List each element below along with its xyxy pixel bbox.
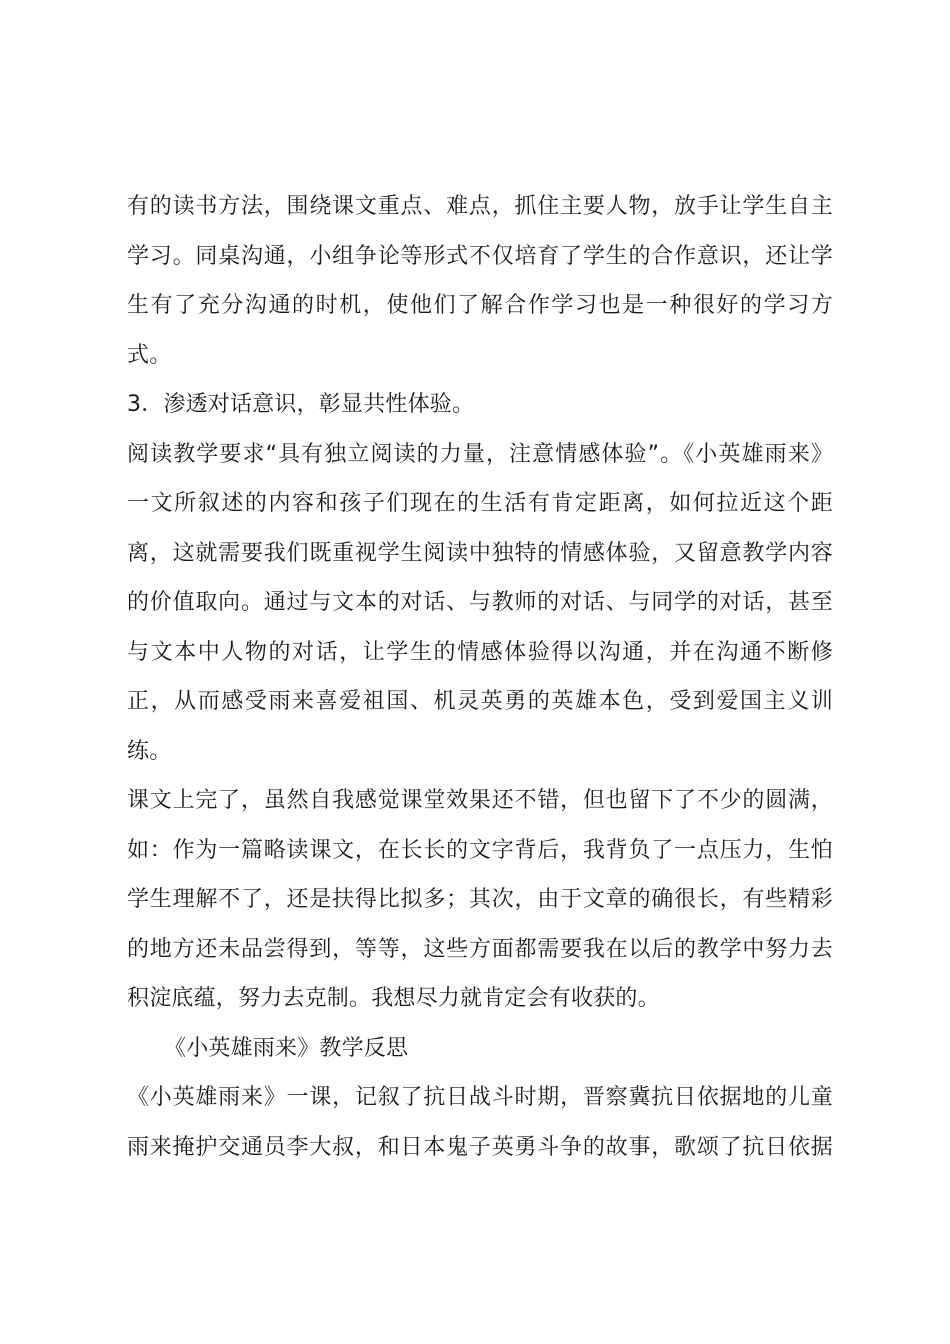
text-line: 《小英雄雨来》一课，记叙了抗日战斗时期，晋察冀抗日依据地的儿童 xyxy=(127,1085,833,1110)
article-title: 《小英雄雨来》教学反思 xyxy=(164,1035,409,1061)
body-text xyxy=(127,182,833,1172)
text-line: 练。 xyxy=(127,738,172,764)
text-line: 雨来掩护交通员李大叔，和日本鬼子英勇斗争的故事，歌颂了抗日依据 xyxy=(127,1134,833,1160)
text-line: 式。 xyxy=(127,342,172,368)
text-line: 学生理解不了，还是扶得比拟多；其次，由于文章的确很长，有些精彩 xyxy=(127,887,833,912)
text-line: 学习。同桌沟通，小组争论等形式不仅培育了学生的合作意识，还让学 xyxy=(127,243,833,269)
text-line: 积淀底蕴，努力去克制。我想尽力就肯定会有收获的。 xyxy=(127,986,660,1011)
text-line: 阅读教学要求“具有独立阅读的力量，注意情感体验”。《小英雄雨来》 xyxy=(127,441,833,467)
text-line: 正，从而感受雨来喜爱祖国、机灵英勇的英雄本色，受到爱国主义训 xyxy=(127,689,833,714)
text-line: 有的读书方法，围绕课文重点、难点，抓住主要人物，放手让学生自主 xyxy=(127,194,833,219)
text-line: 生有了充分沟通的时机，使他们了解合作学习也是一种很好的学习方 xyxy=(127,293,833,318)
text-line: 与文本中人物的对话，让学生的情感体验得以沟通，并在沟通不断修 xyxy=(127,639,833,665)
text-line: 离，这就需要我们既重视学生阅读中独特的情感体验，又留意教学内容 xyxy=(127,540,833,566)
section-heading: 3．渗透对话意识，彰显共性体验。 xyxy=(127,392,475,417)
text-line: 一文所叙述的内容和孩子们现在的生活有肯定距离，如何拉近这个距 xyxy=(127,491,833,516)
text-line: 课文上完了，虽然自我感觉课堂效果还不错，但也留下了不少的圆满， xyxy=(127,788,833,813)
text-line: 如：作为一篇略读课文，在长长的文字背后，我背负了一点压力，生怕 xyxy=(127,837,833,863)
text-line: 的价值取向。通过与文本的对话、与教师的对话、与同学的对话，甚至 xyxy=(127,590,833,615)
text-line: 的地方还未品尝得到，等等，这些方面都需要我在以后的教学中努力去 xyxy=(127,936,833,962)
